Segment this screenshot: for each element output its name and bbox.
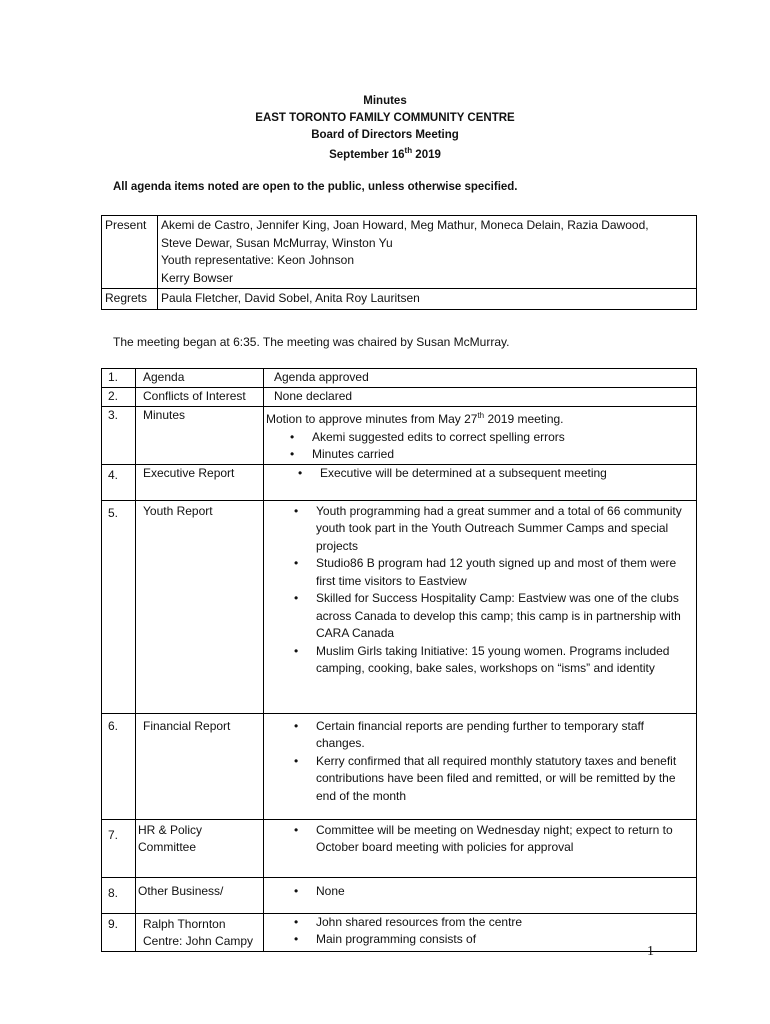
public-notice: All agenda items noted are open to the public, unless otherwise specified. bbox=[113, 181, 518, 193]
agenda-row: 6. Financial Report • Certain financial reports are pending further to temporary staff changes. • Kerry confirmed that all required monthly statutory taxes and benefit contributions have been filed and remitted, or will be remitted by the end of the month bbox=[102, 713, 697, 819]
page-number: 1 bbox=[647, 944, 654, 959]
org-name: EAST TORONTO FAMILY COMMUNITY CENTRE bbox=[255, 112, 515, 124]
agenda-row: 2. Conflicts of Interest None declared bbox=[102, 388, 697, 407]
regrets-label: Regrets bbox=[102, 289, 158, 310]
agenda-row: 1. Agenda Agenda approved bbox=[102, 369, 697, 388]
doc-title: Minutes bbox=[363, 95, 407, 107]
agenda-row: 4. Executive Report • Executive will be determined at a subsequent meeting bbox=[102, 464, 697, 500]
present-label: Present bbox=[102, 216, 158, 289]
meeting-date: September 16th 2019 bbox=[329, 146, 441, 161]
meeting-intro: The meeting began at 6:35. The meeting was chaired by Susan McMurray. bbox=[113, 335, 510, 349]
agenda-row: 3. Minutes Motion to approve minutes from May 27th 2019 meeting. • Akemi suggested edits to correct spelling errors • Minutes carried bbox=[102, 407, 697, 465]
agenda-row: 5. Youth Report • Youth programming had a great summer and a total of 66 community youth took part in the Youth Outreach Summer Camps and special projects • Studio86 B program had 12 youth signed up and most of them were first time visitors to Eastview • Skilled for Success Hospitality Camp: Eastview was one of the clubs across Canada to develop this camp; this camp is in partnership with CARA Canada • Muslim Girls taking Initiative: 15 young women. Programs included camping, cooking, bake sales, workshops on “isms” and identity bbox=[102, 500, 697, 713]
agenda-row: 8. Other Business/ • None bbox=[102, 877, 697, 913]
present-list: Akemi de Castro, Jennifer King, Joan Howard, Meg Mathur, Moneca Delain, Razia Dawood, Steve Dewar, Susan McMurray, Winston Yu Youth representative: Keon Johnson Kerry Bowser bbox=[158, 216, 697, 289]
meeting-name: Board of Directors Meeting bbox=[311, 129, 459, 141]
agenda-table bbox=[101, 368, 697, 952]
attendance-table bbox=[101, 215, 697, 310]
agenda-row: 9. Ralph Thornton Centre: John Campy • John shared resources from the centre • Main programming consists of bbox=[102, 913, 697, 951]
regrets-list: Paula Fletcher, David Sobel, Anita Roy Lauritsen bbox=[158, 289, 697, 310]
agenda-row: 7. HR & Policy Committee • Committee will be meeting on Wednesday night; expect to return to October board meeting with policies for approval bbox=[102, 819, 697, 877]
